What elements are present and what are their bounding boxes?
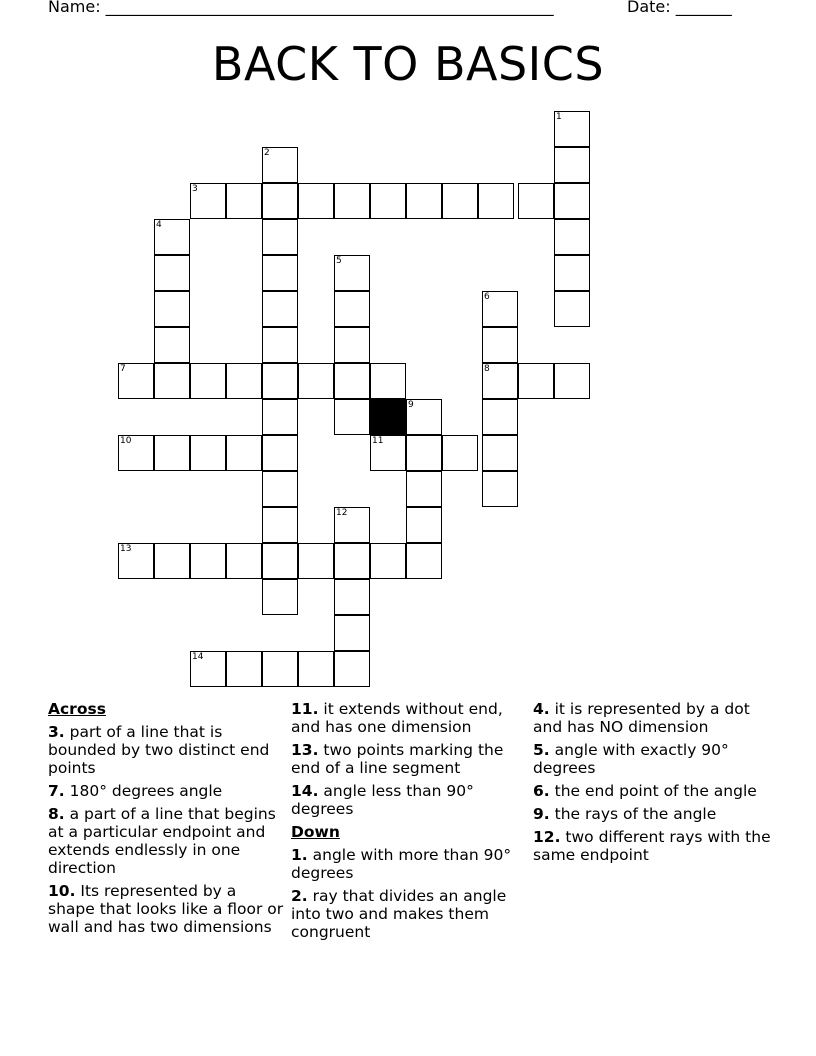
clue-number-label: 1 xyxy=(556,112,562,122)
clue-number-label: 7 xyxy=(120,364,126,374)
clue-across-14 xyxy=(291,782,525,818)
crossword-cell[interactable] xyxy=(262,363,298,399)
clue-column-1 xyxy=(48,700,284,941)
clue-number-label: 5 xyxy=(336,256,342,266)
clue-down-5 xyxy=(533,741,773,777)
crossword-cell[interactable] xyxy=(298,183,334,219)
crossword-cell[interactable] xyxy=(518,363,554,399)
crossword-cell[interactable] xyxy=(262,543,298,579)
crossword-cell[interactable] xyxy=(190,363,226,399)
clue-number: 5. xyxy=(533,741,550,759)
crossword-cell[interactable] xyxy=(190,435,226,471)
crossword-cell[interactable] xyxy=(406,507,442,543)
crossword-cell[interactable] xyxy=(370,543,406,579)
clue-number: 13. xyxy=(291,741,319,759)
clue-number-label: 3 xyxy=(192,184,198,194)
crossword-cell[interactable] xyxy=(334,615,370,651)
clue-across-11 xyxy=(291,700,525,736)
crossword-cell[interactable] xyxy=(334,183,370,219)
crossword-cell[interactable] xyxy=(298,651,334,687)
crossword-cell[interactable] xyxy=(554,147,590,183)
crossword-cell[interactable] xyxy=(154,291,190,327)
crossword-cell[interactable] xyxy=(262,579,298,615)
clue-down-9 xyxy=(533,805,773,823)
clue-number: 14. xyxy=(291,782,319,800)
name-field-label: Name: ________________________________________________________ xyxy=(48,0,554,16)
crossword-cell[interactable] xyxy=(262,219,298,255)
black-square xyxy=(370,399,406,435)
clue-number: 3. xyxy=(48,723,65,741)
crossword-cell[interactable] xyxy=(154,363,190,399)
crossword-cell[interactable] xyxy=(482,435,518,471)
crossword-cell[interactable] xyxy=(442,435,478,471)
clue-number: 7. xyxy=(48,782,65,800)
crossword-cell[interactable] xyxy=(554,363,590,399)
clue-number: 8. xyxy=(48,805,65,823)
across-heading: Across xyxy=(48,700,106,718)
clue-text: a part of a line that begins at a particular endpoint and extends endlessly in one direction xyxy=(48,805,276,877)
crossword-cell[interactable] xyxy=(262,183,298,219)
crossword-cell[interactable] xyxy=(334,399,370,435)
crossword-cell[interactable] xyxy=(334,543,370,579)
crossword-cell[interactable] xyxy=(262,435,298,471)
clue-number-label: 11 xyxy=(372,436,384,446)
clue-across-3 xyxy=(48,723,284,777)
clue-down-2 xyxy=(291,887,525,941)
crossword-cell[interactable] xyxy=(334,327,370,363)
clue-number-label: 8 xyxy=(484,364,490,374)
crossword-cell[interactable] xyxy=(154,435,190,471)
clue-number: 2. xyxy=(291,887,308,905)
crossword-cell[interactable] xyxy=(226,183,262,219)
clue-number: 10. xyxy=(48,882,76,900)
puzzle-title: BACK TO BASICS xyxy=(211,37,605,91)
clue-number-label: 9 xyxy=(408,400,414,410)
crossword-cell[interactable] xyxy=(406,183,442,219)
clue-text: it extends without end, and has one dimension xyxy=(291,700,503,736)
clue-text: two points marking the end of a line segment xyxy=(291,741,504,777)
clue-text: part of a line that is bounded by two distinct end points xyxy=(48,723,270,777)
clue-text: it is represented by a dot and has NO dimension xyxy=(533,700,750,736)
crossword-cell[interactable] xyxy=(262,327,298,363)
clue-number: 12. xyxy=(533,828,561,846)
clue-down-1 xyxy=(291,846,525,882)
clue-text: 180° degrees angle xyxy=(69,782,223,800)
crossword-cell[interactable] xyxy=(298,363,334,399)
crossword-cell[interactable] xyxy=(554,291,590,327)
crossword-cell[interactable] xyxy=(334,363,370,399)
crossword-cell[interactable] xyxy=(334,651,370,687)
crossword-cell[interactable] xyxy=(262,255,298,291)
crossword-cell[interactable] xyxy=(406,435,442,471)
crossword-cell[interactable] xyxy=(262,471,298,507)
crossword-cell[interactable] xyxy=(554,219,590,255)
crossword-cell[interactable] xyxy=(298,543,334,579)
crossword-cell[interactable] xyxy=(370,183,406,219)
crossword-cell[interactable] xyxy=(154,543,190,579)
crossword-cell[interactable] xyxy=(226,363,262,399)
crossword-cell[interactable] xyxy=(226,543,262,579)
clue-across-13 xyxy=(291,741,525,777)
clue-down-4 xyxy=(533,700,773,736)
crossword-cell[interactable] xyxy=(406,543,442,579)
crossword-cell[interactable] xyxy=(154,255,190,291)
crossword-cell[interactable] xyxy=(482,327,518,363)
date-field-label: Date: _______ xyxy=(627,0,732,16)
clue-number-label: 10 xyxy=(120,436,132,446)
clue-number: 1. xyxy=(291,846,308,864)
clue-text: Its represented by a shape that looks like a floor or wall and has two dimensions xyxy=(48,882,284,936)
crossword-cell[interactable] xyxy=(262,507,298,543)
clue-column-2 xyxy=(291,700,525,946)
clue-number: 11. xyxy=(291,700,319,718)
clue-across-7 xyxy=(48,782,284,800)
clue-number-label: 12 xyxy=(336,508,348,518)
crossword-cell[interactable] xyxy=(482,399,518,435)
crossword-cell[interactable] xyxy=(518,183,554,219)
crossword-cell[interactable] xyxy=(190,543,226,579)
clue-number: 9. xyxy=(533,805,550,823)
clue-number-label: 14 xyxy=(192,652,204,662)
clue-column-3 xyxy=(533,700,773,869)
clue-text: the rays of the angle xyxy=(554,805,717,823)
clue-across-8 xyxy=(48,805,284,877)
crossword-cell[interactable] xyxy=(262,399,298,435)
clue-number: 6. xyxy=(533,782,550,800)
clue-text: ray that divides an angle into two and makes them congruent xyxy=(291,887,507,941)
clue-across-10 xyxy=(48,882,284,936)
crossword-cell[interactable] xyxy=(262,651,298,687)
clue-number: 4. xyxy=(533,700,550,718)
crossword-cell[interactable] xyxy=(482,471,518,507)
crossword-cell[interactable] xyxy=(370,363,406,399)
crossword-cell[interactable] xyxy=(226,651,262,687)
clue-number-label: 13 xyxy=(120,544,132,554)
crossword-cell[interactable] xyxy=(334,291,370,327)
crossword-cell[interactable] xyxy=(262,291,298,327)
clue-text: angle less than 90° degrees xyxy=(291,782,474,818)
crossword-cell[interactable] xyxy=(442,183,478,219)
clue-down-12 xyxy=(533,828,773,864)
clue-text: angle with exactly 90° degrees xyxy=(533,741,729,777)
crossword-cell[interactable] xyxy=(554,255,590,291)
crossword-cell[interactable] xyxy=(478,183,514,219)
clue-number-label: 6 xyxy=(484,292,490,302)
clue-number-label: 4 xyxy=(156,220,162,230)
clue-down-6 xyxy=(533,782,773,800)
crossword-cell[interactable] xyxy=(154,327,190,363)
crossword-cell[interactable] xyxy=(334,579,370,615)
down-heading: Down xyxy=(291,823,340,841)
clue-number-label: 2 xyxy=(264,148,270,158)
crossword-cell[interactable] xyxy=(226,435,262,471)
clue-text: angle with more than 90° degrees xyxy=(291,846,512,882)
clue-text: two different rays with the same endpoint xyxy=(533,828,771,864)
crossword-cell[interactable] xyxy=(554,183,590,219)
clue-text: the end point of the angle xyxy=(554,782,757,800)
crossword-cell[interactable] xyxy=(406,471,442,507)
